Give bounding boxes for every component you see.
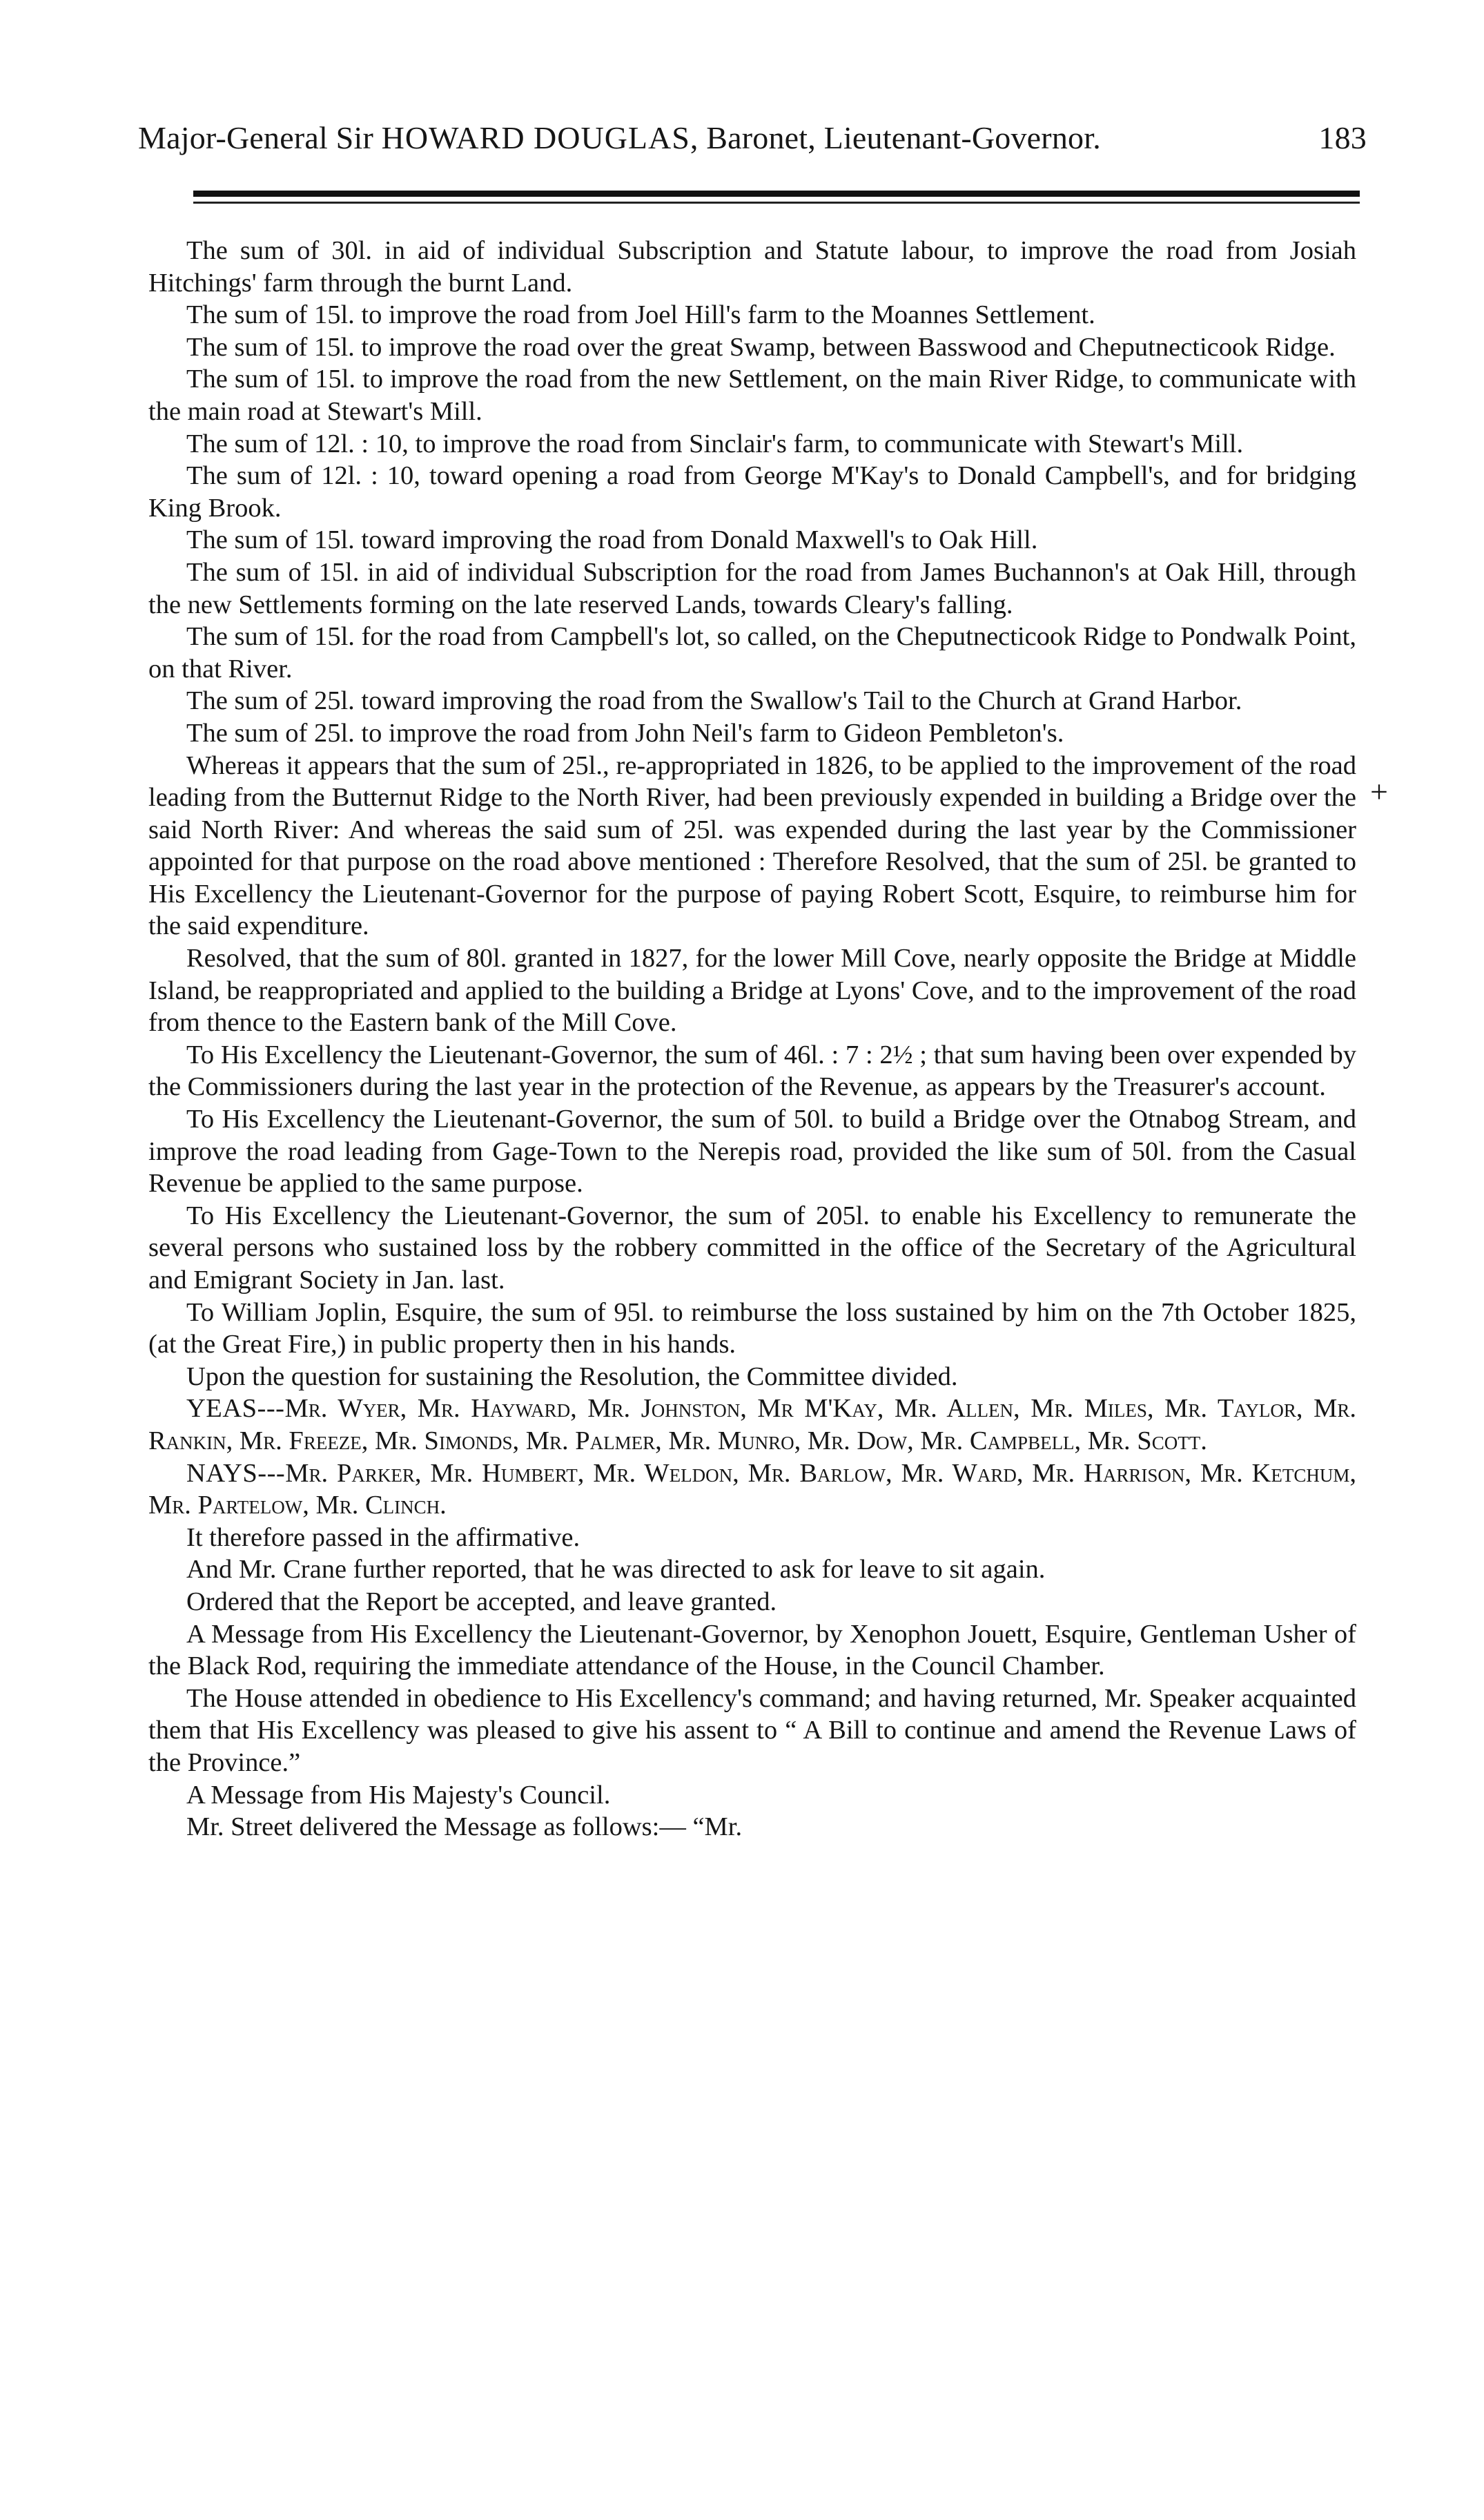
paragraph: The sum of 12l. : 10, toward opening a road from George M'Kay's to Donald Campbell's, and for bridging King Brook. <box>148 461 1356 523</box>
header-rule-thin <box>193 202 1360 204</box>
yeas-names: Mr. Wyer, Mr. Hayward, Mr. Johnston, Mr M'Kay, Mr. Allen, Mr. Miles, Mr. Taylor, Mr. Rankin, Mr. Freeze, Mr. Simonds, Mr. Palmer, Mr. Munro, Mr. Dow, Mr. Campbell, Mr. Scott. <box>148 1394 1356 1455</box>
yeas-list <box>148 1393 1356 1457</box>
paragraph: The sum of 15l. toward improving the road from Donald Maxwell's to Oak Hill. <box>186 525 1038 555</box>
paragraph: To William Joplin, Esquire, the sum of 95l. to reimburse the loss sustained by him on the 7th October 1825, (at the Great Fire,) in public property then in his hands. <box>148 1297 1356 1359</box>
yeas-label: YEAS--- <box>186 1394 285 1424</box>
paragraph: To His Excellency the Lieutenant-Governor, the sum of 205l. to enable his Excellency to remunerate the several persons who sustained loss by the robbery committed in the office of the Secretary of the Agricultural and Emigrant Society in Jan. last. <box>148 1201 1356 1295</box>
paragraph: A Message from His Majesty's Council. <box>186 1780 611 1810</box>
paragraph: Upon the question for sustaining the Resolution, the Committee divided. <box>186 1361 958 1391</box>
paragraph: The sum of 15l. for the road from Campbell's lot, so called, on the Cheputnecticook Ridge to Pondwalk Point, on that River. <box>148 622 1356 684</box>
paragraph: The sum of 30l. in aid of individual Subscription and Statute labour, to improve the road from Josiah Hitchings' farm through the burnt Land. <box>148 236 1356 298</box>
nays-list <box>148 1457 1356 1522</box>
header-name: HOWARD DOUGLAS <box>381 120 690 155</box>
page-number: 183 <box>1318 120 1367 155</box>
paragraph: To His Excellency the Lieutenant-Governor, the sum of 50l. to build a Bridge over the Otnabog Stream, and improve the road leading from Gage-Town to the Nerepis road, provided the like sum of 50l. from the Casual Revenue be applied to the same purpose. <box>148 1105 1356 1199</box>
paragraph: The sum of 15l. to improve the road from the new Settlement, on the main River Ridge, to communicate with the main road at Stewart's Mill. <box>148 365 1356 426</box>
paragraph: Ordered that the Report be accepted, and leave granted. <box>186 1587 777 1616</box>
paragraph: The sum of 12l. : 10, to improve the road from Sinclair's farm, to communicate with Stewart's Mill. <box>186 429 1244 458</box>
page-body <box>148 235 1356 1843</box>
paragraph: Mr. Street delivered the Message as follows:— “Mr. <box>186 1812 743 1842</box>
paragraph: Whereas it appears that the sum of 25l., re-appropriated in 1826, to be applied to the improvement of the road leading from the Butternut Ridge to the North River, had been previously expended in building a Bridge over the said North River: And whereas the said sum of 25l. was expended during the last year by the Commissioner appointed for that purpose on the road above mentioned : Therefore Resolved, that the sum of 25l. be granted to His Excellency the Lieutenant-Governor for the purpose of paying Robert Scott, Esquire, to reimburse him for the said expenditure. <box>148 750 1356 941</box>
paragraph: A Message from His Excellency the Lieutenant-Governor, by Xenophon Jouett, Esquire, Gentleman Usher of the Black Rod, requiring the immediate attendance of the House, in the Council Chamber. <box>148 1619 1356 1681</box>
paragraph: To His Excellency the Lieutenant-Governor, the sum of 46l. : 7 : 2½ ; that sum having been over expended by the Commissioners during the last year in the protection of the Revenue, as appears by the Treasurer's account. <box>148 1040 1356 1102</box>
paragraph: The House attended in obedience to His Excellency's command; and having returned, Mr. Speaker acquainted them that His Excellency was pleased to give his assent to “ A Bill to continue and amend the Revenue Laws of the Province.” <box>148 1683 1356 1777</box>
header-suffix: , Baronet, Lieutenant-Governor. <box>690 120 1101 155</box>
nays-names: Mr. Parker, Mr. Humbert, Mr. Weldon, Mr. Barlow, Mr. Ward, Mr. Harrison, Mr. Ketchum, Mr. Partelow, Mr. Clinch. <box>148 1458 1356 1520</box>
margin-mark: + <box>1370 774 1388 809</box>
nays-label: NAYS--- <box>186 1458 286 1488</box>
paragraph: The sum of 15l. to improve the road from Joel Hill's farm to the Moannes Settlement. <box>186 300 1095 330</box>
paragraph: The sum of 15l. to improve the road over the great Swamp, between Basswood and Cheputnecticook Ridge. <box>186 332 1336 362</box>
paragraph: It therefore passed in the affirmative. <box>186 1522 580 1552</box>
paragraph: The sum of 15l. in aid of individual Subscription for the road from James Buchannon's at Oak Hill, through the new Settlements forming on the late reserved Lands, towards Cleary's falling. <box>148 557 1356 619</box>
header-prefix: Major-General Sir <box>138 120 382 155</box>
header-rule-thick <box>193 191 1360 197</box>
running-header <box>138 117 1367 159</box>
paragraph: And Mr. Crane further reported, that he was directed to ask for leave to sit again. <box>186 1555 1046 1584</box>
paragraph: The sum of 25l. to improve the road from John Neil's farm to Gideon Pembleton's. <box>186 718 1064 748</box>
paragraph: Resolved, that the sum of 80l. granted in 1827, for the lower Mill Cove, nearly opposite the Bridge at Middle Island, be reappropriated and applied to the building a Bridge at Lyons' Cove, and to the improvement of the road from thence to the Eastern bank of the Mill Cove. <box>148 944 1356 1038</box>
paragraph: The sum of 25l. toward improving the road from the Swallow's Tail to the Church at Grand Harbor. <box>186 686 1242 716</box>
